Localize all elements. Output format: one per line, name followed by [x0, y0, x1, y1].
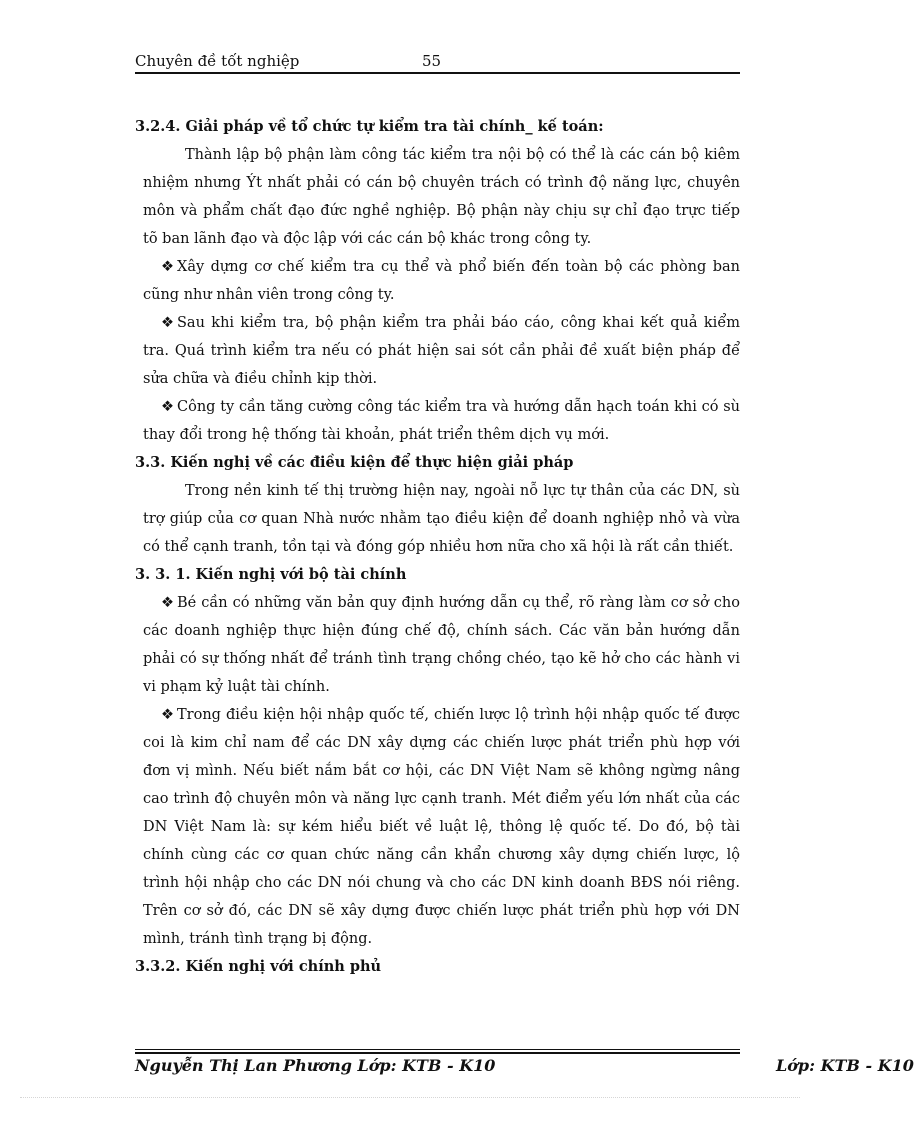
- bullet-paragraph: [135, 309, 740, 393]
- bullet-text: Sau khi kiểm tra, bộ phận kiểm tra phải báo cáo, công khai kết quả kiểm tra. Quá trình kiểm tra nếu có phát hiện sai sót cần phải đề xuất biện pháp để sửa chữa và điều chỉnh kịp thời.: [143, 315, 740, 387]
- diamond-bullet-icon: ❖: [161, 399, 174, 415]
- footer-rule-thick: [135, 1052, 740, 1054]
- document-body: [135, 113, 740, 981]
- page-number: 55: [422, 52, 442, 70]
- section-heading: 3.2.4. Giải pháp về tổ chức tự kiểm tra tài chính_ kế toán:: [135, 118, 604, 135]
- section-heading: 3. 3. 1. Kiến nghị với bộ tài chính: [135, 566, 407, 583]
- page-bottom-border: [20, 1097, 800, 1098]
- bullet-paragraph: [135, 393, 740, 449]
- diamond-bullet-icon: ❖: [161, 259, 174, 275]
- section-heading: 3.3.2. Kiến nghị với chính phủ: [135, 958, 382, 975]
- footer-class-cut: Lớp: KTB - K10: [776, 1056, 914, 1075]
- section-heading: 3.3. Kiến nghị về các điều kiện để thực hiện giải pháp: [135, 454, 574, 471]
- diamond-bullet-icon: ❖: [161, 595, 174, 611]
- bullet-text: Công ty cần tăng cường công tác kiểm tra và hướng dẫn hạch toán khi có sù thay đổi trong hệ thống tài khoản, phát triển thêm dịch vụ mới.: [143, 399, 740, 443]
- diamond-bullet-icon: ❖: [161, 315, 174, 331]
- document-title: Chuyên đề tốt nghiệp: [135, 52, 300, 70]
- bullet-text: Xây dựng cơ chế kiểm tra cụ thể và phổ biến đến toàn bộ các phòng ban cũng như nhân viên trong công ty.: [143, 259, 740, 303]
- diamond-bullet-icon: ❖: [161, 707, 174, 723]
- bullet-paragraph: [135, 589, 740, 701]
- paragraph: Thành lập bộ phận làm công tác kiểm tra nội bộ có thể là các cán bộ kiêm nhiệm nhưng Ýt nhất phải có cán bộ chuyên trách có trình độ năng lực, chuyên môn và phẩm chất đạo đức nghề nghiệp. Bộ phận này chịu sự chỉ đạo trực tiếp tõ ban lãnh đạo và độc lập với các cán bộ khác trong công ty.: [143, 147, 740, 247]
- bullet-text: Bé cần có những văn bản quy định hướng dẫn cụ thể, rõ ràng làm cơ sở cho các doanh nghiệp thực hiện đúng chế độ, chính sách. Các văn bản hướng dẫn phải có sự thống nhất để tránh tình trạng chồng chéo, tạo kẽ hở cho các hành vi vi phạm kỷ luật tài chính.: [143, 595, 740, 695]
- footer-author: Nguyễn Thị Lan Phương Lớp: KTB - K10: [135, 1056, 496, 1075]
- bullet-text: Trong điều kiện hội nhập quốc tế, chiến lược lộ trình hội nhập quốc tế được coi là kim chỉ nam để các DN xây dựng các chiến lược phát triển phù hợp với đơn vị mình. Nếu biết nắm bắt cơ hội, các DN Việt Nam sẽ không ngừng nâng cao trình độ chuyên môn và năng lực cạnh tranh. Mét điểm yếu lớn nhất của các DN Việt Nam là: sự kém hiểu biết về luật lệ, thông lệ quốc tế. Do đó, bộ tài chính cùng các cơ quan chức năng cần khẩn chương xây dựng chiến lược, lộ trình hội nhập cho các DN nói chung và cho các DN kinh doanh BĐS nói riêng. Trên cơ sở đó, các DN sẽ xây dựng được chiến lược phát triển phù hợp với DN mình, tránh tình trạng bị động.: [143, 707, 740, 947]
- paragraph: Trong nền kinh tế thị trường hiện nay, ngoài nỗ lực tự thân của các DN, sù trợ giúp của cơ quan Nhà nước nhằm tạo điều kiện để doanh nghiệp nhỏ và vừa có thể cạnh tranh, tồn tại và đóng góp nhiều hơn nữa cho xã hội là rất cần thiết.: [143, 483, 740, 555]
- page-header: [135, 50, 740, 74]
- footer-rule-thin: [135, 1049, 740, 1050]
- bullet-paragraph: [135, 701, 740, 953]
- bullet-paragraph: [135, 253, 740, 309]
